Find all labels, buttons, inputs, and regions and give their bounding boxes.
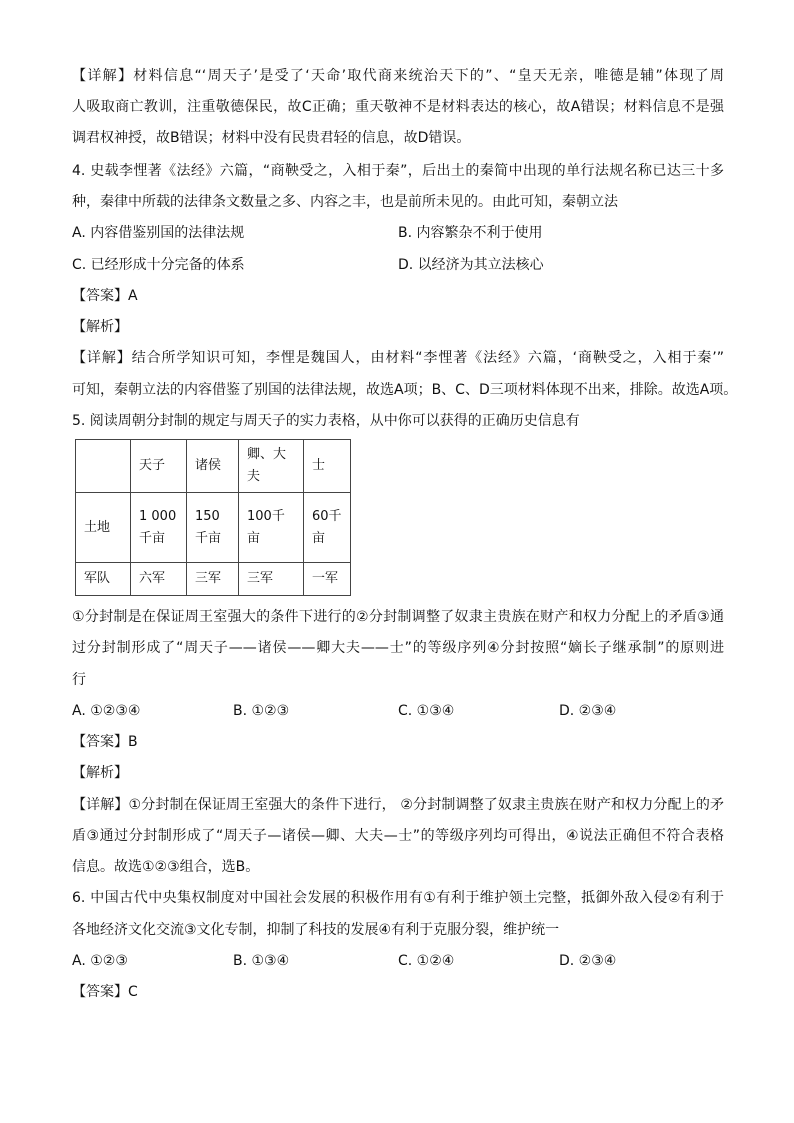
question-5-option-c: C. ①③④ <box>398 703 455 719</box>
question-6-stem-line2: 各地经济文化交流③文化专制，抑制了科技的发展④有利于克服分裂，维护统一 <box>72 922 560 938</box>
table-cell: 100千亩 <box>239 493 304 563</box>
question-6-option-b: B. ①③④ <box>233 953 290 969</box>
answer-6: 【答案】C <box>72 984 138 1000</box>
detail-text-q3-line1: 【详解】材料信息“‘周天子’是受了‘天命’取代商来统治天下的”、“皇天无亲，唯德是辅”体现了周 <box>72 68 724 84</box>
answer-4: 【答案】A <box>72 288 138 304</box>
question-4-option-b: B. 内容繁杂不利于使用 <box>398 225 543 241</box>
question-5-option-d: D. ②③④ <box>559 703 617 719</box>
detail-text-q3-line3: 调君权神授，故B错误；材料中没有民贵君轻的信息，故D错误。 <box>72 130 471 146</box>
table-header-cell: 卿、大夫 <box>239 440 304 493</box>
question-5-option-a: A. ①②③④ <box>72 703 141 719</box>
detail-4-line1: 【详解】结合所学知识可知，李悝是魏国人，由材料“李悝著《法经》六篇，‘商鞅受之，入相于秦’” <box>72 350 724 366</box>
table-cell: 一军 <box>304 563 351 596</box>
table-header-cell: 天子 <box>131 440 187 493</box>
analysis-4-heading: 【解析】 <box>72 319 128 335</box>
question-4-option-d: D. 以经济为其立法核心 <box>398 257 544 273</box>
question-5-statements-line2: 过分封制形成了“周天子——诸侯——卿大夫——士”的等级序列④分封按照“嫡长子继承制”的原则进 <box>72 640 724 656</box>
table-cell: 三军 <box>187 563 239 596</box>
table-cell: 土地 <box>76 493 131 563</box>
question-5-statements-line3: 行 <box>72 672 86 688</box>
table-header-row <box>76 440 351 493</box>
question-6-stem-line1: 6. 中国古代中央集权制度对中国社会发展的积极作用有①有利于维护领土完整，抵御外敌入侵②有利于 <box>72 890 724 906</box>
question-6-option-a: A. ①②③ <box>72 953 128 969</box>
table-cell: 军队 <box>76 563 131 596</box>
analysis-5-heading: 【解析】 <box>72 765 128 781</box>
table-cell: 150千亩 <box>187 493 239 563</box>
detail-text-q3-line2: 人吸取商亡教训，注重敬德保民，故C正确；重天敬神不是材料表达的核心，故A错误；材料信息不是强 <box>72 99 724 115</box>
fief-system-table <box>75 439 351 596</box>
detail-5-line3: 信息。故选①②③组合，选B。 <box>72 859 260 875</box>
question-5-statements-line1: ①分封制是在保证周王室强大的条件下进行的②分封制调整了奴隶主贵族在财产和权力分配上的矛盾③通 <box>72 609 724 625</box>
table-cell: 1 000千亩 <box>131 493 187 563</box>
answer-5: 【答案】B <box>72 734 138 750</box>
question-5-option-b: B. ①②③ <box>233 703 290 719</box>
question-4-option-a: A. 内容借鉴别国的法律法规 <box>72 225 245 241</box>
detail-5-line1: 【详解】①分封制在保证周王室强大的条件下进行， ②分封制调整了奴隶主贵族在财产和权力分配上的矛 <box>72 797 724 813</box>
table-cell: 三军 <box>239 563 304 596</box>
table-cell: 60千亩 <box>304 493 351 563</box>
detail-5-line2: 盾③通过分封制形成了“周天子—诸侯—卿、大夫—士”的等级序列均可得出，④说法正确但不符合表格 <box>72 828 724 844</box>
question-4-option-c: C. 已经形成十分完备的体系 <box>72 257 245 273</box>
table-row <box>76 563 351 596</box>
detail-4-line2: 可知，秦朝立法的内容借鉴了别国的法律法规，故选A项；B、C、D三项材料体现不出来，排除。故选A项。 <box>72 382 738 398</box>
table-header-cell: 诸侯 <box>187 440 239 493</box>
table-header-cell: 士 <box>304 440 351 493</box>
question-4-stem-line2: 种，秦律中所载的法律条文数量之多、内容之丰，也是前所未见的。由此可知，秦朝立法 <box>72 194 618 210</box>
table-cell: 六军 <box>131 563 187 596</box>
question-6-option-d: D. ②③④ <box>559 953 617 969</box>
question-5-stem: 5. 阅读周朝分封制的规定与周天子的实力表格，从中你可以获得的正确历史信息有 <box>72 413 580 429</box>
table-row <box>76 493 351 563</box>
table-header-cell <box>76 440 131 493</box>
question-6-option-c: C. ①②④ <box>398 953 455 969</box>
question-4-stem-line1: 4. 史载李悝著《法经》六篇，“商鞅受之，入相于秦”，后出土的秦简中出现的单行法规名称已达三十多 <box>72 163 724 179</box>
